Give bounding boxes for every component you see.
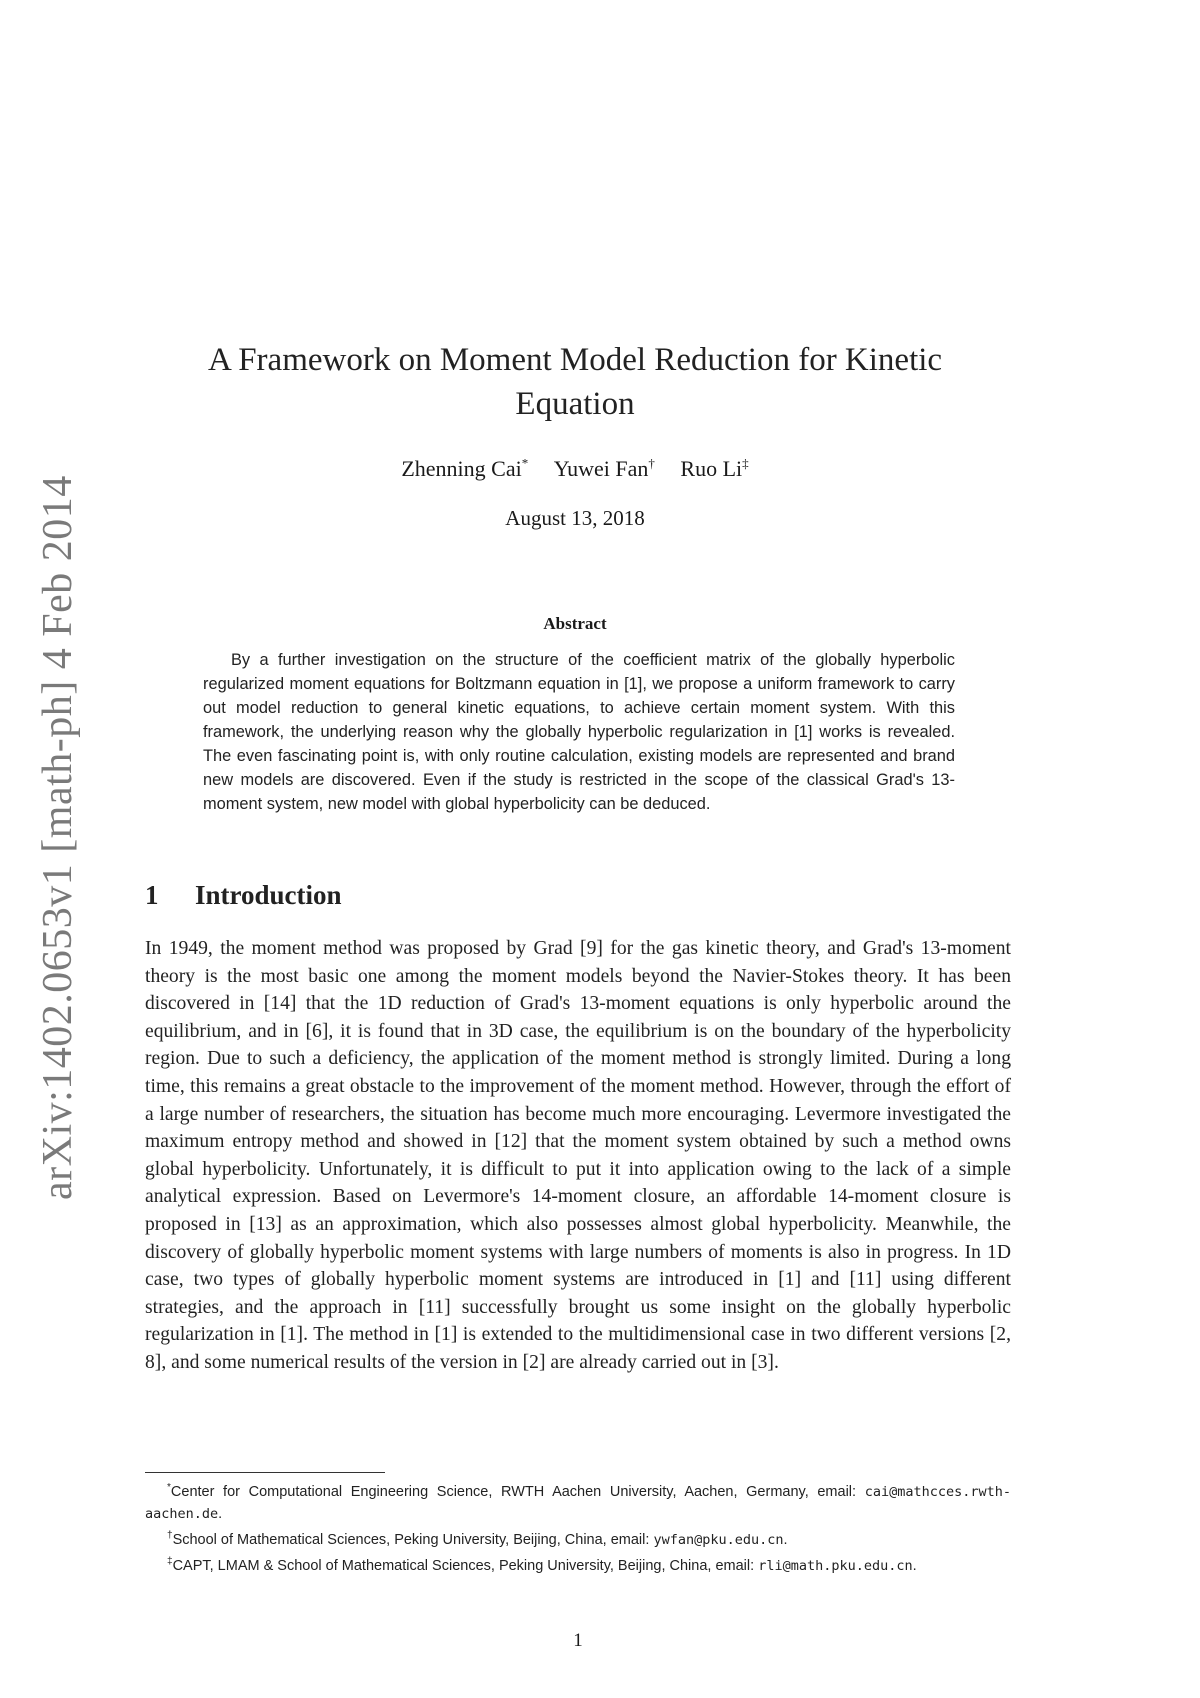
footnote-email: cai@mathcces.rwth-aachen.de — [145, 1483, 1012, 1522]
author-list — [145, 456, 1005, 482]
footnote-mark: * — [521, 456, 529, 471]
footnote-mark: ‡ — [167, 1555, 173, 1567]
footnote-cai — [145, 1477, 1011, 1525]
footnote-text: CAPT, LMAM & School of Mathematical Sciences, Peking University, Beijing, China, email: — [172, 1557, 755, 1574]
footnotes — [145, 1477, 1011, 1576]
author-name: Ruo Li — [680, 456, 743, 482]
footnote-text: Center for Computational Engineering Science, RWTH Aachen University, Aachen, Germany, email: — [170, 1483, 857, 1500]
footnote-mark: † — [648, 456, 655, 471]
footnote-mark: ‡ — [742, 456, 749, 471]
footnote-fan — [145, 1525, 1011, 1551]
section-heading — [145, 880, 342, 911]
footnote-text: School of Mathematical Sciences, Peking University, Beijing, China, email: — [172, 1531, 650, 1548]
footnote-tail: . — [218, 1505, 223, 1522]
paper-title: A Framework on Moment Model Reduction for Kinetic Equation — [207, 342, 943, 422]
author-li — [680, 456, 748, 481]
arxiv-identifier-stamp: arXiv:1402.0653v1 [math-ph] 4 Feb 2014 — [35, 475, 81, 1200]
footnote-mark: * — [167, 1482, 171, 1493]
paper-date: August 13, 2018 — [505, 506, 645, 530]
author-name: Zhenning Cai — [401, 456, 522, 482]
footnote-tail: . — [912, 1557, 917, 1574]
section-title: Introduction — [195, 880, 342, 910]
introduction-paragraph: In 1949, the moment method was proposed by Grad [9] for the gas kinetic theory, and Grad's 13-moment theory is the most basic one among the moment models beyond the Navier-Stokes theory. It has been discovered in [14] that the 1D reduction of Grad's 13-moment equations is only hyperbolic around the equilibrium, and in [6], it is found that in 3D case, the equilibrium is on the boundary of the hyperbolicity region. Due to such a deficiency, the application of the moment method is strongly limited. During a long time, this remains a great obstacle to the improvement of the moment method. However, through the effort of a large number of researchers, the situation has become much more encouraging. Levermore investigated the maximum entropy method and showed in [12] that the moment system obtained by such a method owns global hyperbolicity. Unfortunately, it is difficult to put it into application owing to the lack of a simple analytical expression. Based on Levermore's 14-moment closure, an affordable 14-moment closure is proposed in [13] as an approximation, which also possesses almost global hyperbolicity. Meanwhile, the discovery of globally hyperbolic moment systems with large numbers of moments is also in progress. In 1D case, two types of globally hyperbolic moment systems are introduced in [1] and [11] using different strategies, and the approach in [11] successfully brought us some insight on the globally hyperbolic regularization in [1]. The method in [1] is extended to the multidimensional case in two different versions [2, 8], and some numerical results of the version in [2] are already carried out in [3]. — [145, 938, 1011, 1373]
abstract-heading: Abstract — [543, 614, 607, 633]
footnote-mark: † — [167, 1529, 173, 1541]
footnote-email: ywfan@pku.edu.cn — [653, 1531, 784, 1548]
footnote-li — [145, 1551, 1011, 1577]
footnote-divider — [145, 1472, 385, 1473]
footnote-email: rli@math.pku.edu.cn — [758, 1557, 913, 1574]
author-cai — [401, 456, 528, 481]
footnote-tail: . — [783, 1531, 788, 1548]
section-number: 1 — [145, 880, 159, 910]
page-number: 1 — [573, 1630, 583, 1651]
author-name: Yuwei Fan — [553, 456, 649, 482]
abstract-body: By a further investigation on the structure of the coefficient matrix of the globally hyperbolic regularized moment equations for Boltzmann equation in [1], we propose a uniform framework to carry out model reduction to general kinetic equations, to achieve certain moment system. With this framework, the underlying reason why the globally hyperbolic regularization in [1] works is revealed. The even fascinating point is, with only routine calculation, existing models are represented and brand new models are discovered. Even if the study is restricted in the scope of the classical Grad's 13-moment system, new model with global hyperbolicity can be deduced. — [203, 651, 955, 813]
author-fan — [554, 456, 655, 481]
